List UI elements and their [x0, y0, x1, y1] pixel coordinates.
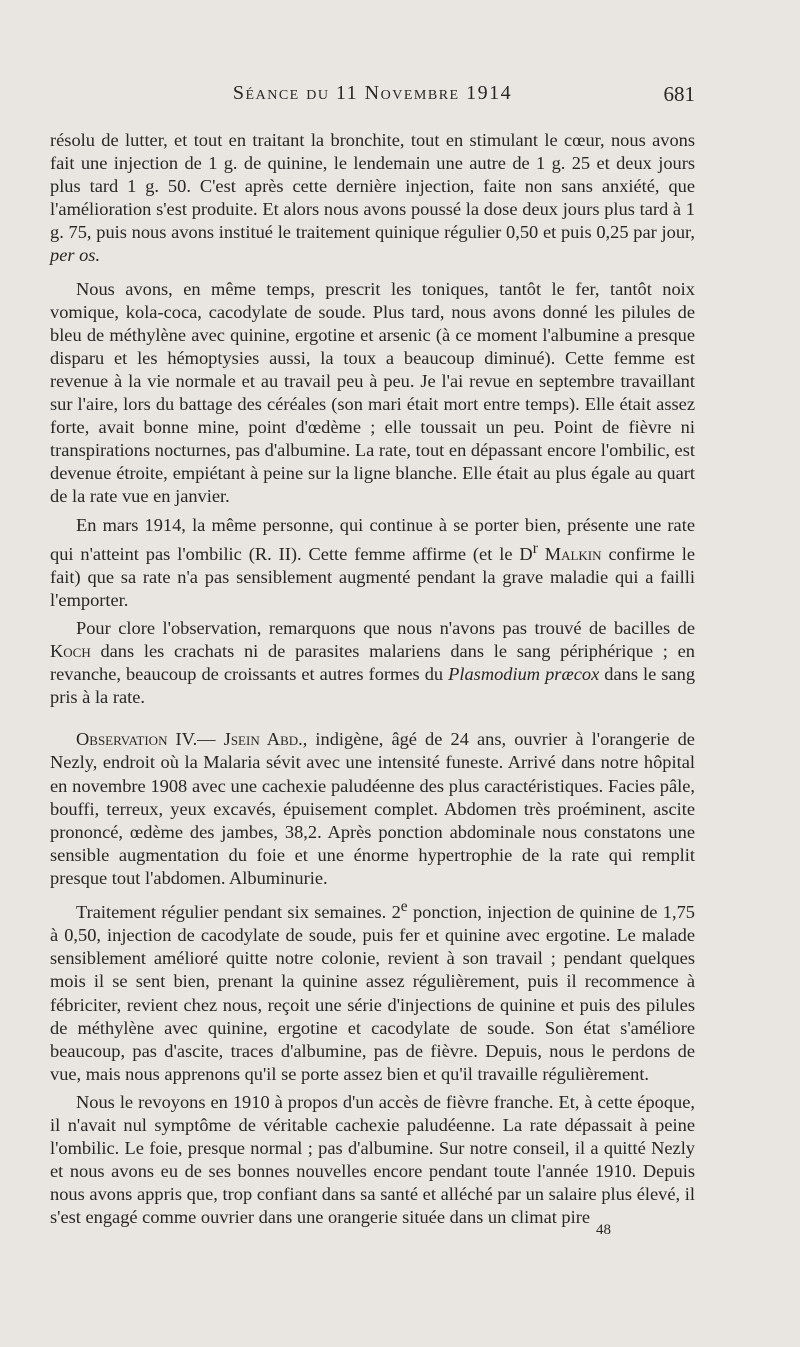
- signature-mark: 48: [596, 1222, 611, 1238]
- paragraph-text: Traitement régulier pendant six semaines. 2: [76, 902, 401, 923]
- superscript: r: [532, 539, 538, 557]
- paragraph-text: ponction, injection de quinine de 1,75 à 0,50, injection de cacodylate de soude, puis fer et quinine avec ergotine. Le malade sensiblement amélioré quitte notre colonie, revient à son travail ; pendant quelques mois il se sent bien, prenant la quinine assez régulièrement, puis il recommence à fébriciter, revient chez nous, reçoit une série d'injections de quinine et puis des pilules de méthylène avec quinine, ergotine et cacodylate de soude. Son état s'améliore beaucoup, pas d'ascite, traces d'albumine, pas de fièvre. Depuis, nous le perdons de vue, mais nous apprenons qu'il se porte assez bien et qu'il travaille régulièrement.: [50, 902, 695, 1084]
- paragraph: [50, 617, 695, 709]
- running-title: Séance du 11 Novembre 1914: [232, 82, 513, 104]
- paragraph: Nous avons, en même temps, prescrit les toniques, tantôt le fer, tantôt noix vomique, kola-coca, cacodylate de soude. Plus tard, nous avons donné les pilules de bleu de méthylène avec quinine, ergotine et arsenic (à ce moment l'albumine a presque disparu et les hémoptysies aussi, la toux a beaucoup diminué). Cette femme est revenue à la vie normale et au travail peu à peu. Je l'ai revue en septembre travaillant sur l'aire, lors du battage des céréales (son mari était mort entre temps). Elle était assez forte, avait bonne mine, point d'œdème ; elle toussait un peu. Point de fièvre ni transpirations nocturnes, pas d'albumine. La rate, tout en dépassant encore l'ombilic, est devenue étroite, empiétant à peine sur la ligne blanche. Elle était au plus égale au quart de la rate vue en janvier.: [50, 278, 695, 507]
- italic-text: Plasmodium præcox: [448, 664, 600, 685]
- paragraph: [50, 514, 695, 613]
- running-head: [50, 82, 695, 112]
- paragraph: Nous le revoyons en 1910 à propos d'un accès de fièvre franche. Et, à cette époque, il n'avait nul symptôme de véritable cachexie paludéenne. La rate dépassait à peine l'ombilic. Le foie, presque normal ; pas d'albumine. Sur notre conseil, il a quitté Nezly et nous avons eu de ses bonnes nouvelles encore pendant toute l'année 1910. Depuis nous avons appris que, trop confiant dans sa santé et alléché par un salaire plus élevé, il s'est engagé comme ouvrier dans une orangerie située dans un climat pire: [50, 1091, 695, 1228]
- superscript: e: [400, 898, 408, 916]
- author-name: Koch: [50, 641, 91, 662]
- body-text: [50, 129, 695, 1229]
- paragraph-text: dans les crachats ni de parasites malariens dans le sang périphérique ; en revanche, beaucoup de croissants et autres formes du: [50, 641, 695, 685]
- paragraph: [50, 129, 695, 268]
- paragraph-text: dans le sang pris à la rate.: [50, 664, 696, 708]
- paragraph: [50, 895, 695, 1086]
- page-number: 681: [663, 82, 695, 106]
- observation-paragraph: [50, 728, 695, 890]
- italic-text: per os.: [50, 245, 101, 266]
- paragraph-text: confirme le fait) que sa rate n'a pas sensiblement augmenté pendant la grave maladie qui a failli l'emporter.: [50, 543, 695, 610]
- paragraph-text: , indigène, âgé de 24 ans, ouvrier à l'orangerie de Nezly, endroit où la Malaria sévit avec une intensité funeste. Arrivé dans notre hôpital en novembre 1908 avec une cachexie paludéenne des plus caractéristiques. Facies pâle, bouffi, terreux, yeux excavés, épuisement complet. Abdomen très proéminent, ascite prononcé, œdème des jambes, 38,2. Après ponction abdominale nous constatons une sensible augmentation du foie et une énorme hypertrophie de la rate qui remplit presque tout l'abdomen. Albuminurie.: [50, 729, 695, 888]
- author-name: Malkin: [544, 543, 602, 564]
- paragraph-text: Pour clore l'observation, remarquons que nous n'avons pas trouvé de bacilles de: [76, 618, 695, 638]
- observation-label: Observation IV.—: [76, 729, 216, 750]
- paragraph-text: résolu de lutter, et tout en traitant la bronchite, tout en stimulant le cœur, nous avons fait une injection de 1 g. de quinine, le lendemain une autre de 1 g. 25 et deux jours plus tard 1 g. 50. C'est après cette dernière injection, faite non sans anxiété, que l'amélioration s'est produite. Et alors nous avons poussé la dose deux jours plus tard à 1 g. 75, puis nous avons institué le traitement quinique régulier 0,50 et puis 0,25 par jour,: [50, 130, 695, 243]
- patient-name: Jsein Abd.: [223, 729, 303, 750]
- paragraph-text: En mars 1914, la même personne, qui continue à se porter bien, présente une rate qui n'atteint pas l'ombilic (R. II). Cette femme affirme (et le D: [50, 514, 695, 564]
